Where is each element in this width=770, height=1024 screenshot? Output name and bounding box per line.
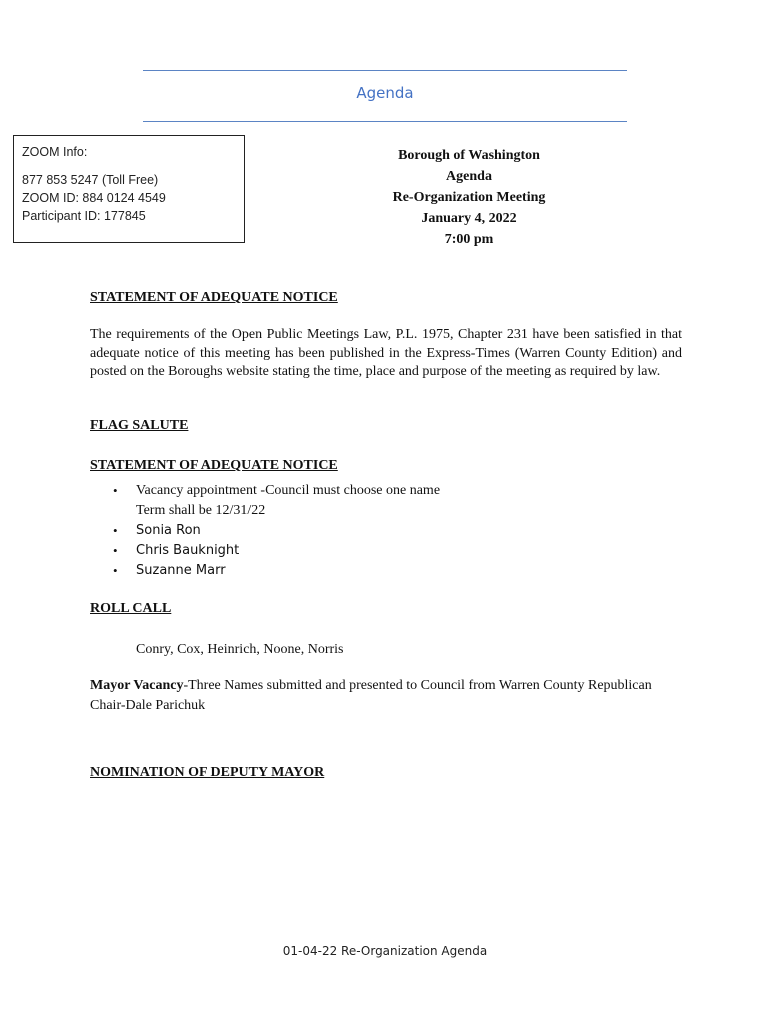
header-rule-top bbox=[143, 70, 627, 71]
meeting-time: 7:00 pm bbox=[444, 232, 494, 247]
zoom-id: ZOOM ID: 884 0124 4549 bbox=[22, 191, 166, 205]
list-item bbox=[110, 541, 670, 561]
list-item bbox=[110, 521, 670, 541]
zoom-info-box bbox=[13, 135, 245, 243]
list-item-text: Suzanne Marr bbox=[136, 563, 226, 578]
bullet-icon: • bbox=[113, 523, 118, 538]
list-item-text: Sonia Ron bbox=[136, 523, 201, 538]
page-footer: 01-04-22 Re-Organization Agenda bbox=[282, 944, 488, 958]
bullet-icon: • bbox=[113, 563, 118, 578]
mayor-vacancy-text: -Three Names submitted and presented to Council from Warren County Republican Chair-Dale Parichuk bbox=[90, 678, 652, 713]
list-item bbox=[110, 481, 670, 501]
list-item-text: Vacancy appointment -Council must choose one name bbox=[136, 483, 441, 498]
mayor-vacancy-label: Mayor Vacancy bbox=[90, 678, 184, 693]
list-item-text: Chris Bauknight bbox=[136, 543, 240, 558]
header-rule-bottom bbox=[143, 121, 627, 122]
bullet-icon: • bbox=[113, 483, 118, 498]
zoom-participant-id: Participant ID: 177845 bbox=[22, 209, 146, 223]
mayor-vacancy-paragraph bbox=[90, 676, 680, 716]
roll-call-names: Conry, Cox, Heinrich, Noone, Norris bbox=[136, 642, 344, 657]
meeting-org: Borough of Washington bbox=[398, 148, 540, 163]
notice-heading: STATEMENT OF ADEQUATE NOTICE bbox=[90, 290, 338, 305]
bullet-icon: • bbox=[113, 543, 118, 558]
vacancy-list bbox=[110, 481, 670, 581]
meeting-doc: Agenda bbox=[446, 169, 492, 184]
list-item bbox=[110, 561, 670, 581]
zoom-info-heading: ZOOM Info: bbox=[22, 145, 88, 159]
meeting-type: Re-Organization Meeting bbox=[392, 190, 546, 205]
list-item-text: Term shall be 12/31/22 bbox=[136, 503, 266, 518]
header-title: Agenda bbox=[356, 84, 414, 102]
notice-paragraph: The requirements of the Open Public Meetings Law, P.L. 1975, Chapter 231 have been satisfied in that adequate notice of this meeting has been published in the Express-Times (Warren County Edition) and posted on the Boroughs website stating the time, place and purpose of the meeting as required by law. bbox=[90, 327, 682, 379]
deputy-mayor-heading: NOMINATION OF DEPUTY MAYOR bbox=[90, 765, 325, 780]
meeting-info bbox=[340, 145, 598, 250]
list-item-continuation bbox=[110, 501, 670, 521]
notice2-heading: STATEMENT OF ADEQUATE NOTICE bbox=[90, 458, 338, 473]
meeting-date: January 4, 2022 bbox=[421, 211, 517, 226]
flag-salute-heading: FLAG SALUTE bbox=[90, 418, 189, 433]
roll-call-heading: ROLL CALL bbox=[90, 601, 172, 616]
zoom-toll-free: 877 853 5247 (Toll Free) bbox=[22, 173, 159, 187]
